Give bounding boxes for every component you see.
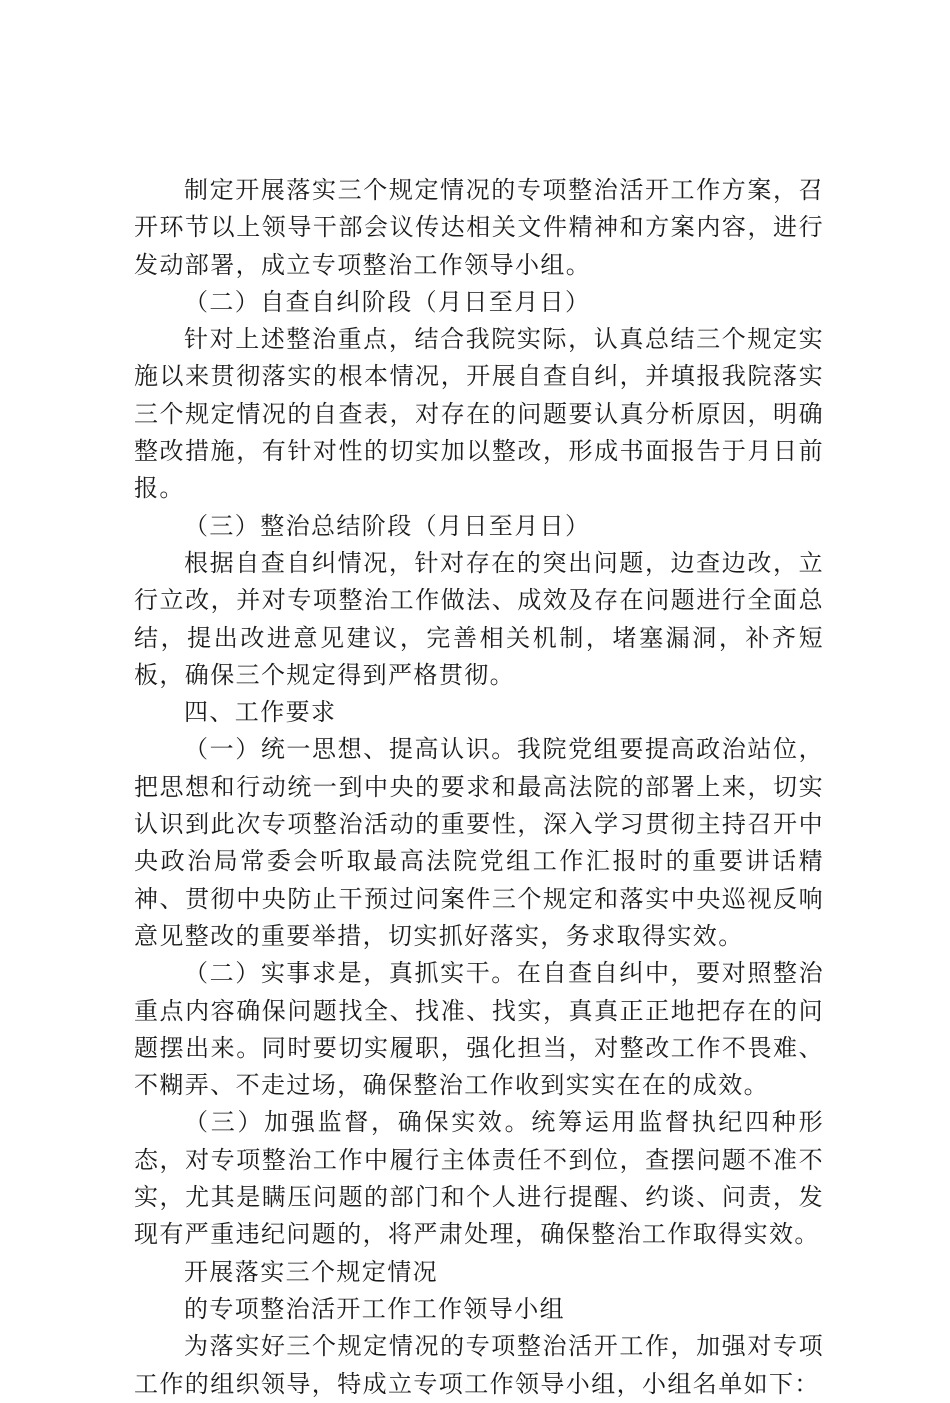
document-body [134,172,824,1403]
heading-summary-stage: （三）整治总结阶段（月日至月日） [184,511,591,540]
paragraph-summary: 根据自查自纠情况，针对存在的突出问题，边查边改，立行立改，并对专项整治工作做法、成效及存在问题进行全面总结，提出改进意见建议，完善相关机制，堵塞漏洞，补齐短板，确保三个规定得到严格贯彻。 [134,548,824,689]
paragraph-group-intro: 为落实好三个规定情况的专项整治活开工作，加强对专项工作的组织领导，特成立专项工作领导小组，小组名单如下： [134,1332,824,1398]
paragraph-requirement-2: （二）实事求是，真抓实干。在自查自纠中，要对照整治重点内容确保问题找全、找准、找实，真真正正地把存在的问题摆出来。同时要切实履职，强化担当，对整改工作不畏难、不糊弄、不走过场，确保整治工作收到实实在在的成效。 [134,959,824,1100]
heading-group-title-line2: 的专项整治活开工作工作领导小组 [184,1294,565,1323]
heading-work-requirements: 四、工作要求 [184,698,337,727]
paragraph-requirement-1: （一）统一思想、提高认识。我院党组要提高政治站位，把思想和行动统一到中央的要求和最高法院的部署上来，切实认识到此次专项整治活动的重要性，深入学习贯彻主持召开中央政治局常委会听取最高法院党组工作汇报时的重要讲话精神、贯彻中央防止干预过问案件三个规定和落实中央巡视反响意见整改的重要举措，切实抓好落实，务求取得实效。 [134,735,824,950]
heading-group-title-line1: 开展落实三个规定情况 [184,1257,438,1286]
heading-self-inspection-stage: （二）自查自纠阶段（月日至月日） [184,287,591,316]
paragraph-plan-formulation: 制定开展落实三个规定情况的专项整治活开工作方案，召开环节以上领导干部会议传达相关文件精神和方案内容，进行发动部署，成立专项整治工作领导小组。 [134,176,824,279]
paragraph-requirement-3: （三）加强监督，确保实效。统筹运用监督执纪四种形态，对专项整治工作中履行主体责任不到位，查摆问题不准不实，尤其是瞒压问题的部门和个人进行提醒、约谈、问责，发现有严重违纪问题的，将严肃处理，确保整治工作取得实效。 [134,1108,824,1249]
paragraph-self-inspection: 针对上述整治重点，结合我院实际，认真总结三个规定实施以来贯彻落实的根本情况，开展自查自纠，并填报我院落实三个规定情况的自查表，对存在的问题要认真分析原因，明确整改措施，有针对性的切实加以整改，形成书面报告于月日前报。 [134,325,824,503]
